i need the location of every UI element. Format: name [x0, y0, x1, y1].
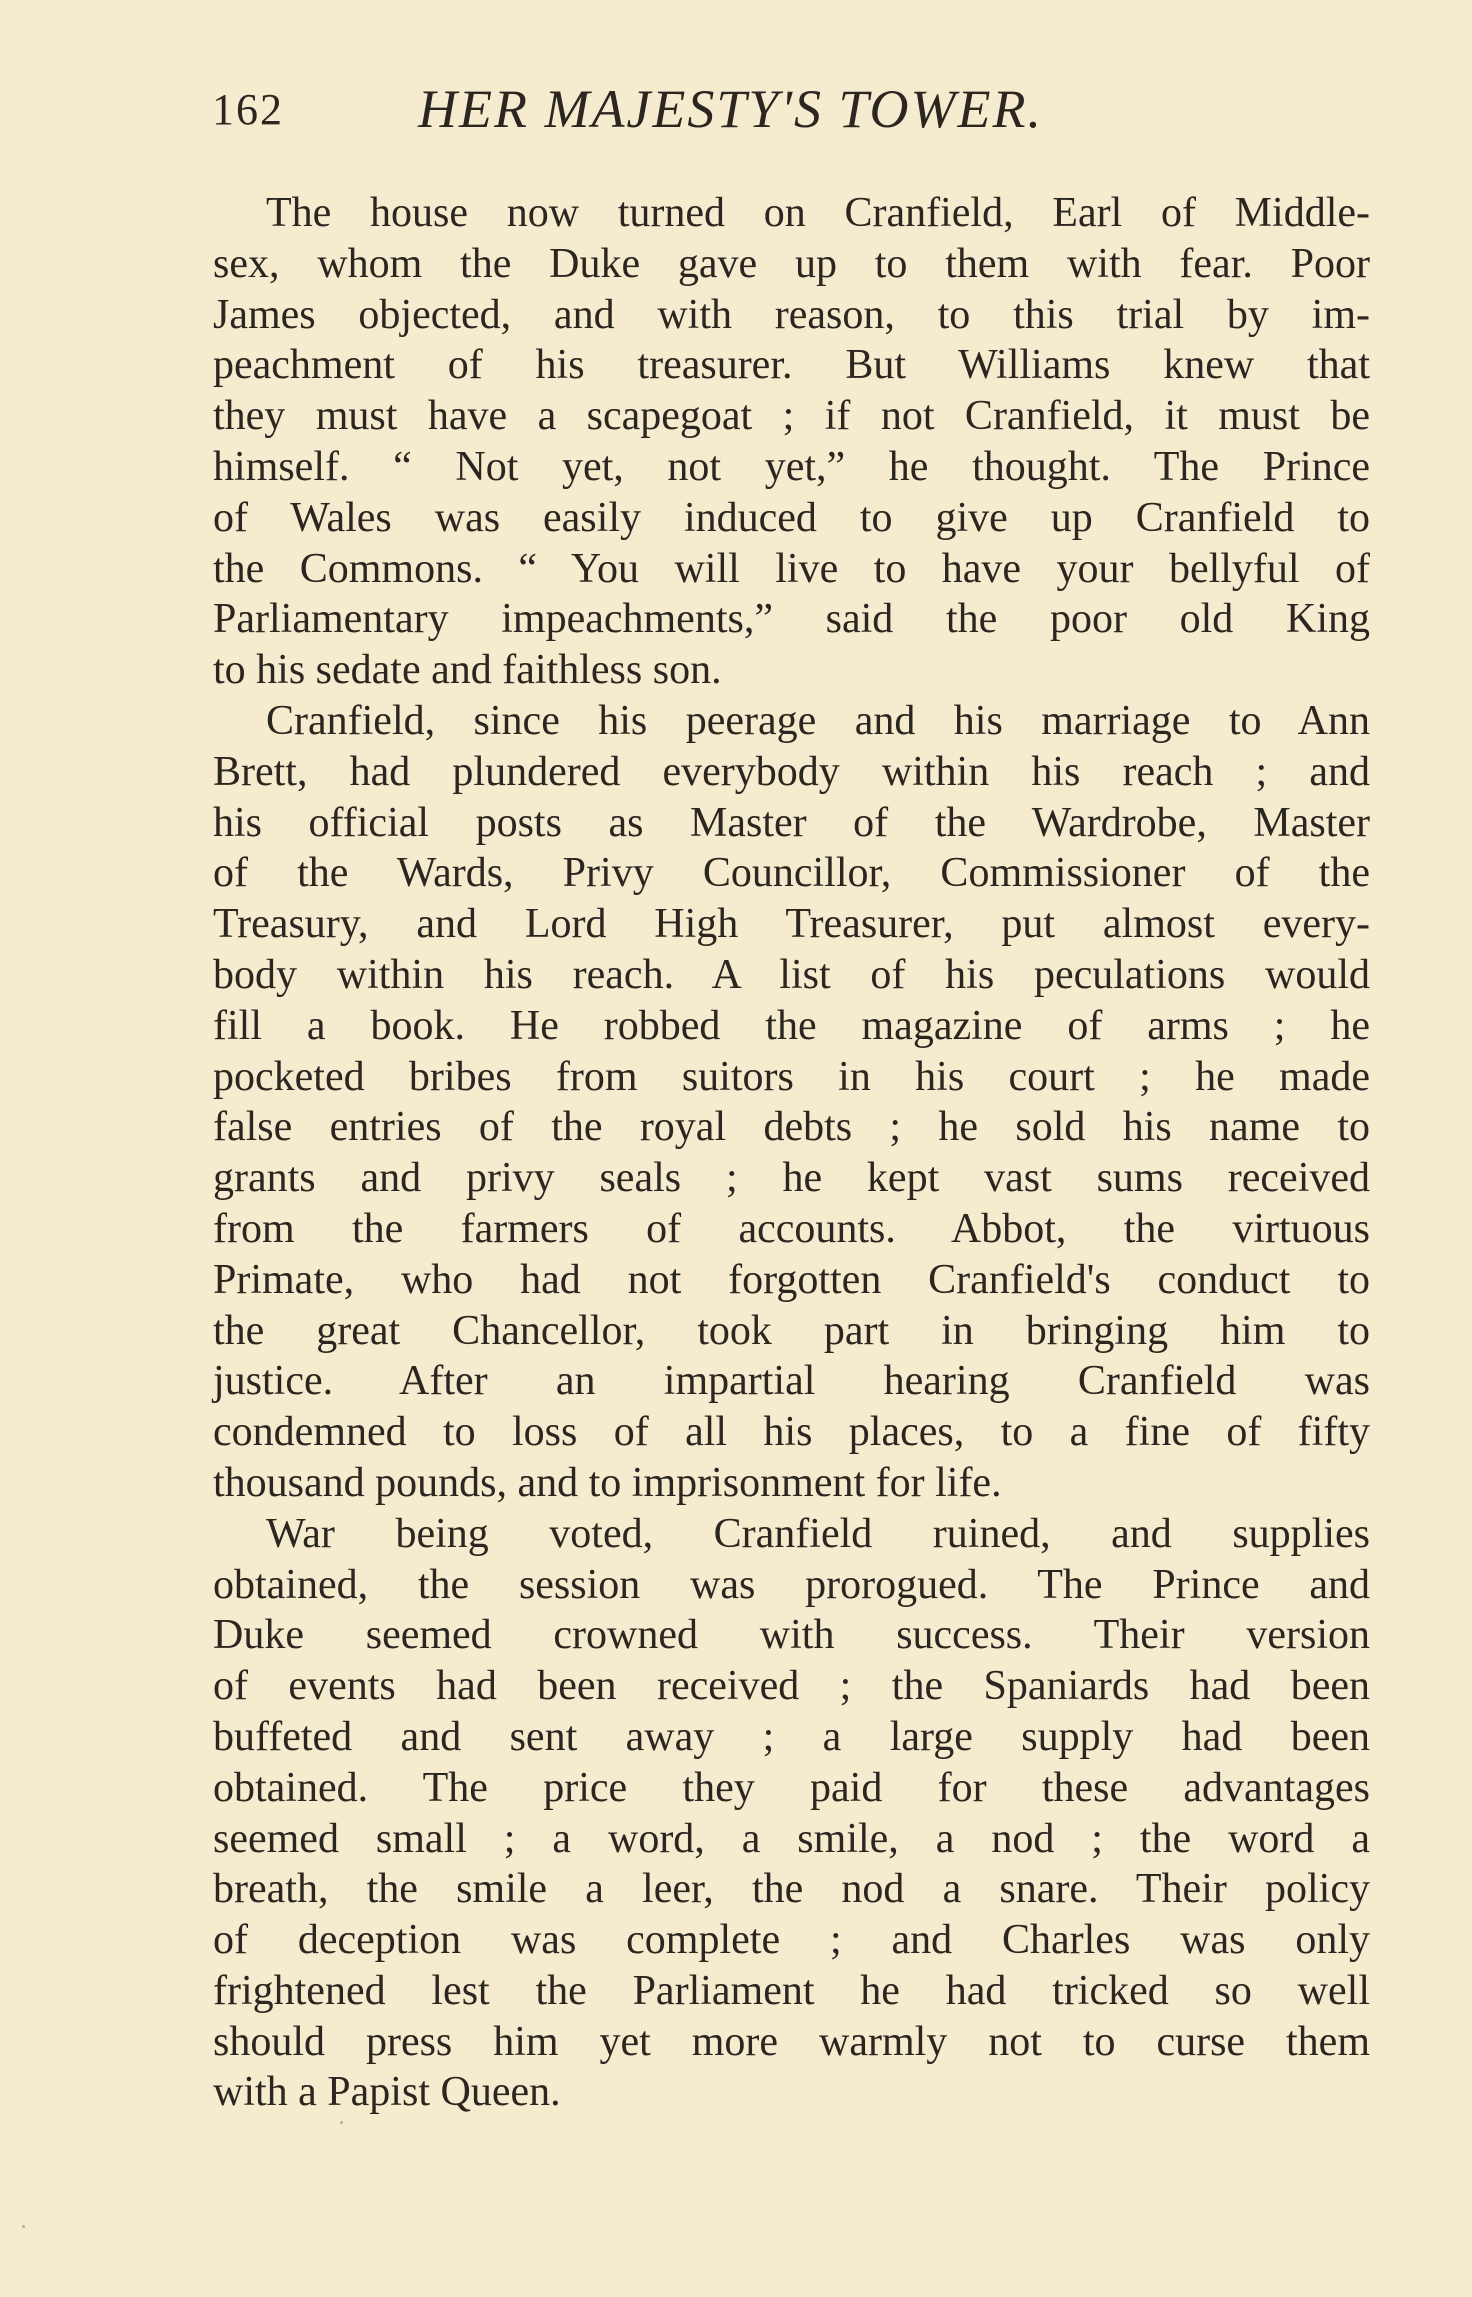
paper-speck — [22, 2225, 25, 2228]
text-line: obtained, the session was prorogued. The Prince and — [213, 1561, 1370, 1608]
text-line: sex, whom the Duke gave up to them with fear. Poor — [213, 240, 1370, 287]
text-line: from the farmers of accounts. Abbot, the virtuous — [213, 1205, 1370, 1252]
text-line: obtained. The price they paid for these advantages — [213, 1764, 1370, 1811]
text-line: justice. After an impartial hearing Cranfield was — [213, 1358, 1370, 1405]
text-line: false entries of the royal debts ; he sold his name to — [213, 1104, 1370, 1151]
text-line: fill a book. He robbed the magazine of arms ; he — [213, 1002, 1370, 1049]
text-line: breath, the smile a leer, the nod a snare. Their policy — [213, 1866, 1370, 1913]
paragraph-1 — [213, 188, 1370, 696]
text-line: War being voted, Cranfield ruined, and supplies — [266, 1510, 1370, 1557]
text-line: Cranfield, since his peerage and his marriage to Ann — [266, 697, 1370, 744]
text-line: body within his reach. A list of his peculations would — [213, 951, 1370, 998]
text-line: seemed small ; a word, a smile, a nod ; the word a — [213, 1815, 1370, 1862]
text-line: Treasury, and Lord High Treasurer, put almost every- — [213, 901, 1370, 948]
text-line: the great Chancellor, took part in bringing him to — [213, 1307, 1370, 1354]
page-number: 162 — [212, 85, 284, 134]
text-line: they must have a scapegoat ; if not Cranfield, it must be — [213, 393, 1370, 440]
text-line: peachment of his treasurer. But Williams knew that — [213, 342, 1370, 389]
text-line: of events had been received ; the Spaniards had been — [213, 1663, 1370, 1710]
text-line: grants and privy seals ; he kept vast sums received — [213, 1155, 1370, 1202]
text-line: of the Wards, Privy Councillor, Commissioner of the — [213, 850, 1370, 897]
text-line: his official posts as Master of the Wardrobe, Master — [213, 799, 1370, 846]
text-line: with a Papist Queen. — [213, 2069, 561, 2116]
paragraph-3 — [213, 1509, 1370, 2119]
text-line: condemned to loss of all his places, to a fine of fifty — [213, 1409, 1370, 1456]
text-line: pocketed bribes from suitors in his court ; he made — [213, 1053, 1370, 1100]
text-line: buffeted and sent away ; a large supply had been — [213, 1713, 1370, 1760]
paragraph-2 — [213, 696, 1370, 1509]
text-line: Parliamentary impeachments,” said the poor old King — [213, 596, 1370, 643]
body-text — [213, 188, 1370, 2118]
text-line: himself. “ Not yet, not yet,” he thought. The Prince — [213, 443, 1370, 490]
text-line: Brett, had plundered everybody within his reach ; and — [213, 748, 1370, 795]
text-line: of Wales was easily induced to give up Cranfield to — [213, 494, 1370, 541]
paper-speck — [340, 2121, 343, 2124]
text-line: should press him yet more warmly not to curse them — [213, 2018, 1370, 2065]
text-line: of deception was complete ; and Charles was only — [213, 1917, 1370, 1964]
text-line: The house now turned on Cranfield, Earl of Middle- — [266, 190, 1370, 236]
text-line: thousand pounds, and to imprisonment for life. — [213, 1459, 1002, 1506]
running-title: HER MAJESTY'S TOWER. — [418, 79, 1044, 139]
text-line: James objected, and with reason, to this trial by im- — [213, 291, 1370, 338]
text-line: Primate, who had not forgotten Cranfield's conduct to — [213, 1256, 1370, 1303]
running-head — [212, 78, 1212, 148]
text-line: Duke seemed crowned with success. Their version — [213, 1612, 1370, 1659]
text-line: to his sedate and faithless son. — [213, 647, 722, 694]
text-line: the Commons. “ You will live to have your bellyful of — [213, 545, 1370, 592]
text-line: frightened lest the Parliament he had tricked so well — [213, 1967, 1370, 2014]
